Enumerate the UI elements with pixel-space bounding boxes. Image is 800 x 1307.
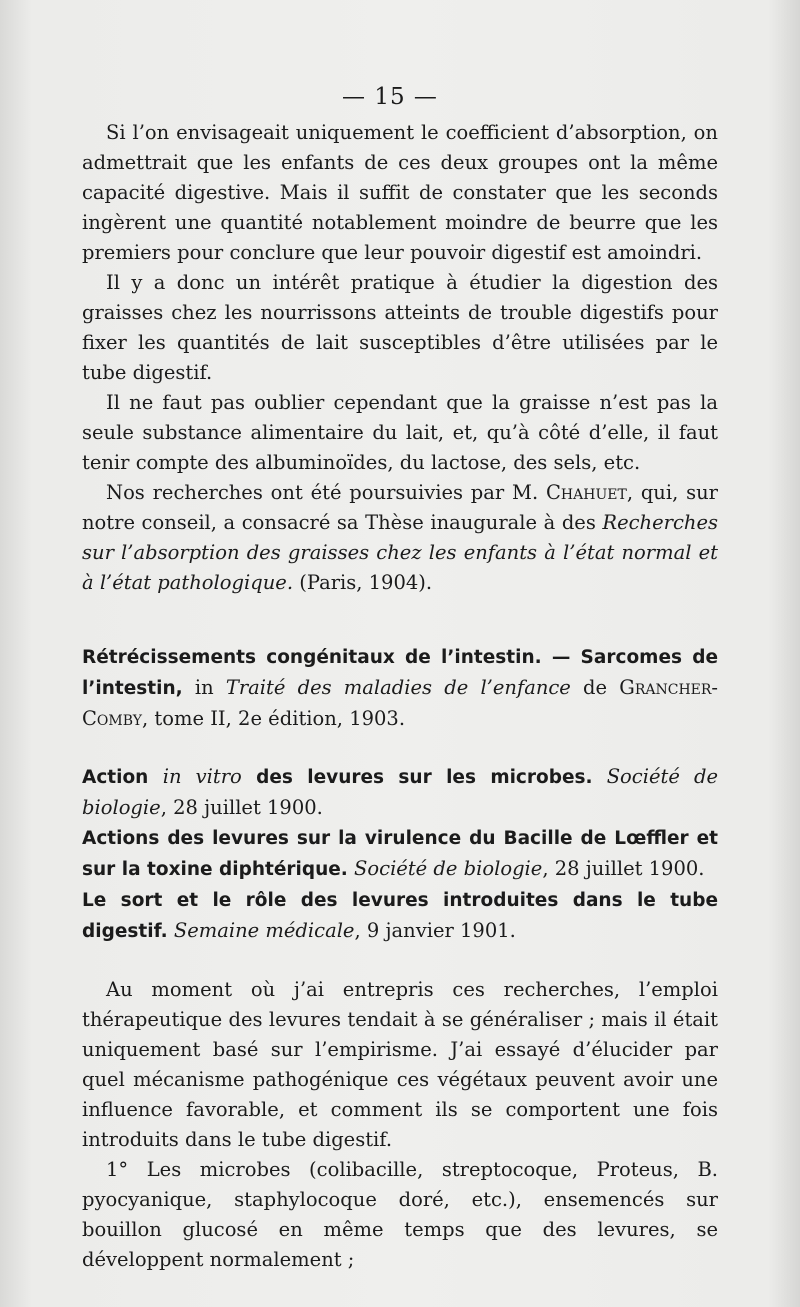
paragraph-levures-therapeutique: Au moment où j’ai entrepris ces recherches, l’emploi thérapeutique des levures tendait à se généraliser ; mais il était uniquement basé sur l’empirisme. J’ai essayé d’élucider par quel mécanisme pathogénique ces végétaux peuvent avoir une influence favorable, et comment ils se comportent une fois introduits dans le tube digestif.	[82, 978, 718, 1151]
journal-title: Société de biologie	[354, 857, 543, 880]
page-number: — 15 —	[342, 84, 438, 110]
paragraph-graisse: Il ne faut pas oublier cependant que la graisse n’est pas la seule substance alimentaire du lait, et, qu’à côté d’elle, il faut tenir compte des albuminoïdes, du lactose, des sels, etc.	[82, 391, 718, 474]
reference-entry	[82, 642, 718, 734]
paragraph-microbes: 1° Les microbes (colibacille, streptocoque, Proteus, B. pyocyanique, staphylocoque doré, etc.), ensemencés sur bouillon glucosé en même temps que des levures, se développent normalement ;	[82, 1158, 718, 1271]
reference-heading: Rétrécissements congénitaux de l’intestin. — Sarcomes de l’intestin,	[82, 647, 718, 699]
paragraph-recherches-chahuet	[82, 478, 718, 598]
references-levures	[82, 762, 718, 947]
text-run: , tome II, 2e édition, 1903.	[142, 707, 406, 730]
journal-title: Société de biologie	[82, 765, 718, 819]
paragraph-absorption: Si l’on envisageait uniquement le coefficient d’absorption, on admettrait que les enfants de ces deux groupes ont la même capacité digestive. Mais il suffit de constater que les seconds ingèrent une quantité notablement moindre de beurre que les premiers pour conclure que leur pouvoir digestif est amoindri.	[82, 121, 718, 264]
reference-heading: des levures sur les microbes.	[241, 767, 593, 788]
author-names: Grancher-Comby	[82, 676, 719, 730]
reference-date: , 9 janvier 1901.	[354, 919, 516, 942]
text-run: Nos recherches ont été poursuivies par M.	[106, 481, 547, 504]
reference-heading: Action	[82, 767, 163, 788]
text-run: de	[570, 676, 620, 699]
reference-heading: Le sort et le rôle des levures introduites dans le tube digestif.	[82, 890, 718, 942]
author-name: Chahuet	[546, 481, 627, 504]
reference-entry	[82, 762, 718, 823]
reference-date: , 28 juillet 1900.	[160, 796, 323, 819]
text-run: (Paris, 1904).	[293, 571, 433, 594]
reference-heading: Actions des levures sur la virulence du Bacille de Lœffler et sur la toxine diphtérique.	[82, 828, 718, 880]
reference-entry	[82, 885, 718, 947]
intro-section	[82, 118, 718, 598]
reference-date: , 28 juillet 1900.	[542, 857, 705, 880]
body-section	[82, 975, 718, 1275]
text-run: in	[182, 676, 226, 699]
in-vitro-term: in vitro	[162, 765, 242, 788]
paragraph-interet-pratique: Il y a donc un intérêt pratique à étudier la digestion des graisses chez les nourrissons atteints de trouble digestifs pour fixer les quantités de lait susceptibles d’être utilisées par le tube digestif.	[82, 271, 718, 384]
reference-entry	[82, 823, 718, 885]
journal-title: Semaine médicale	[173, 919, 355, 942]
thesis-title: Recherches sur l’absorption des graisses chez les enfants à l’état normal et à l’état pathologique.	[82, 511, 718, 594]
text-run: , qui, sur notre conseil, a consacré sa Thèse inaugurale à des	[82, 481, 718, 534]
reference-retrecissements	[82, 642, 718, 734]
work-title: Traité des maladies de l’enfance	[225, 676, 571, 699]
